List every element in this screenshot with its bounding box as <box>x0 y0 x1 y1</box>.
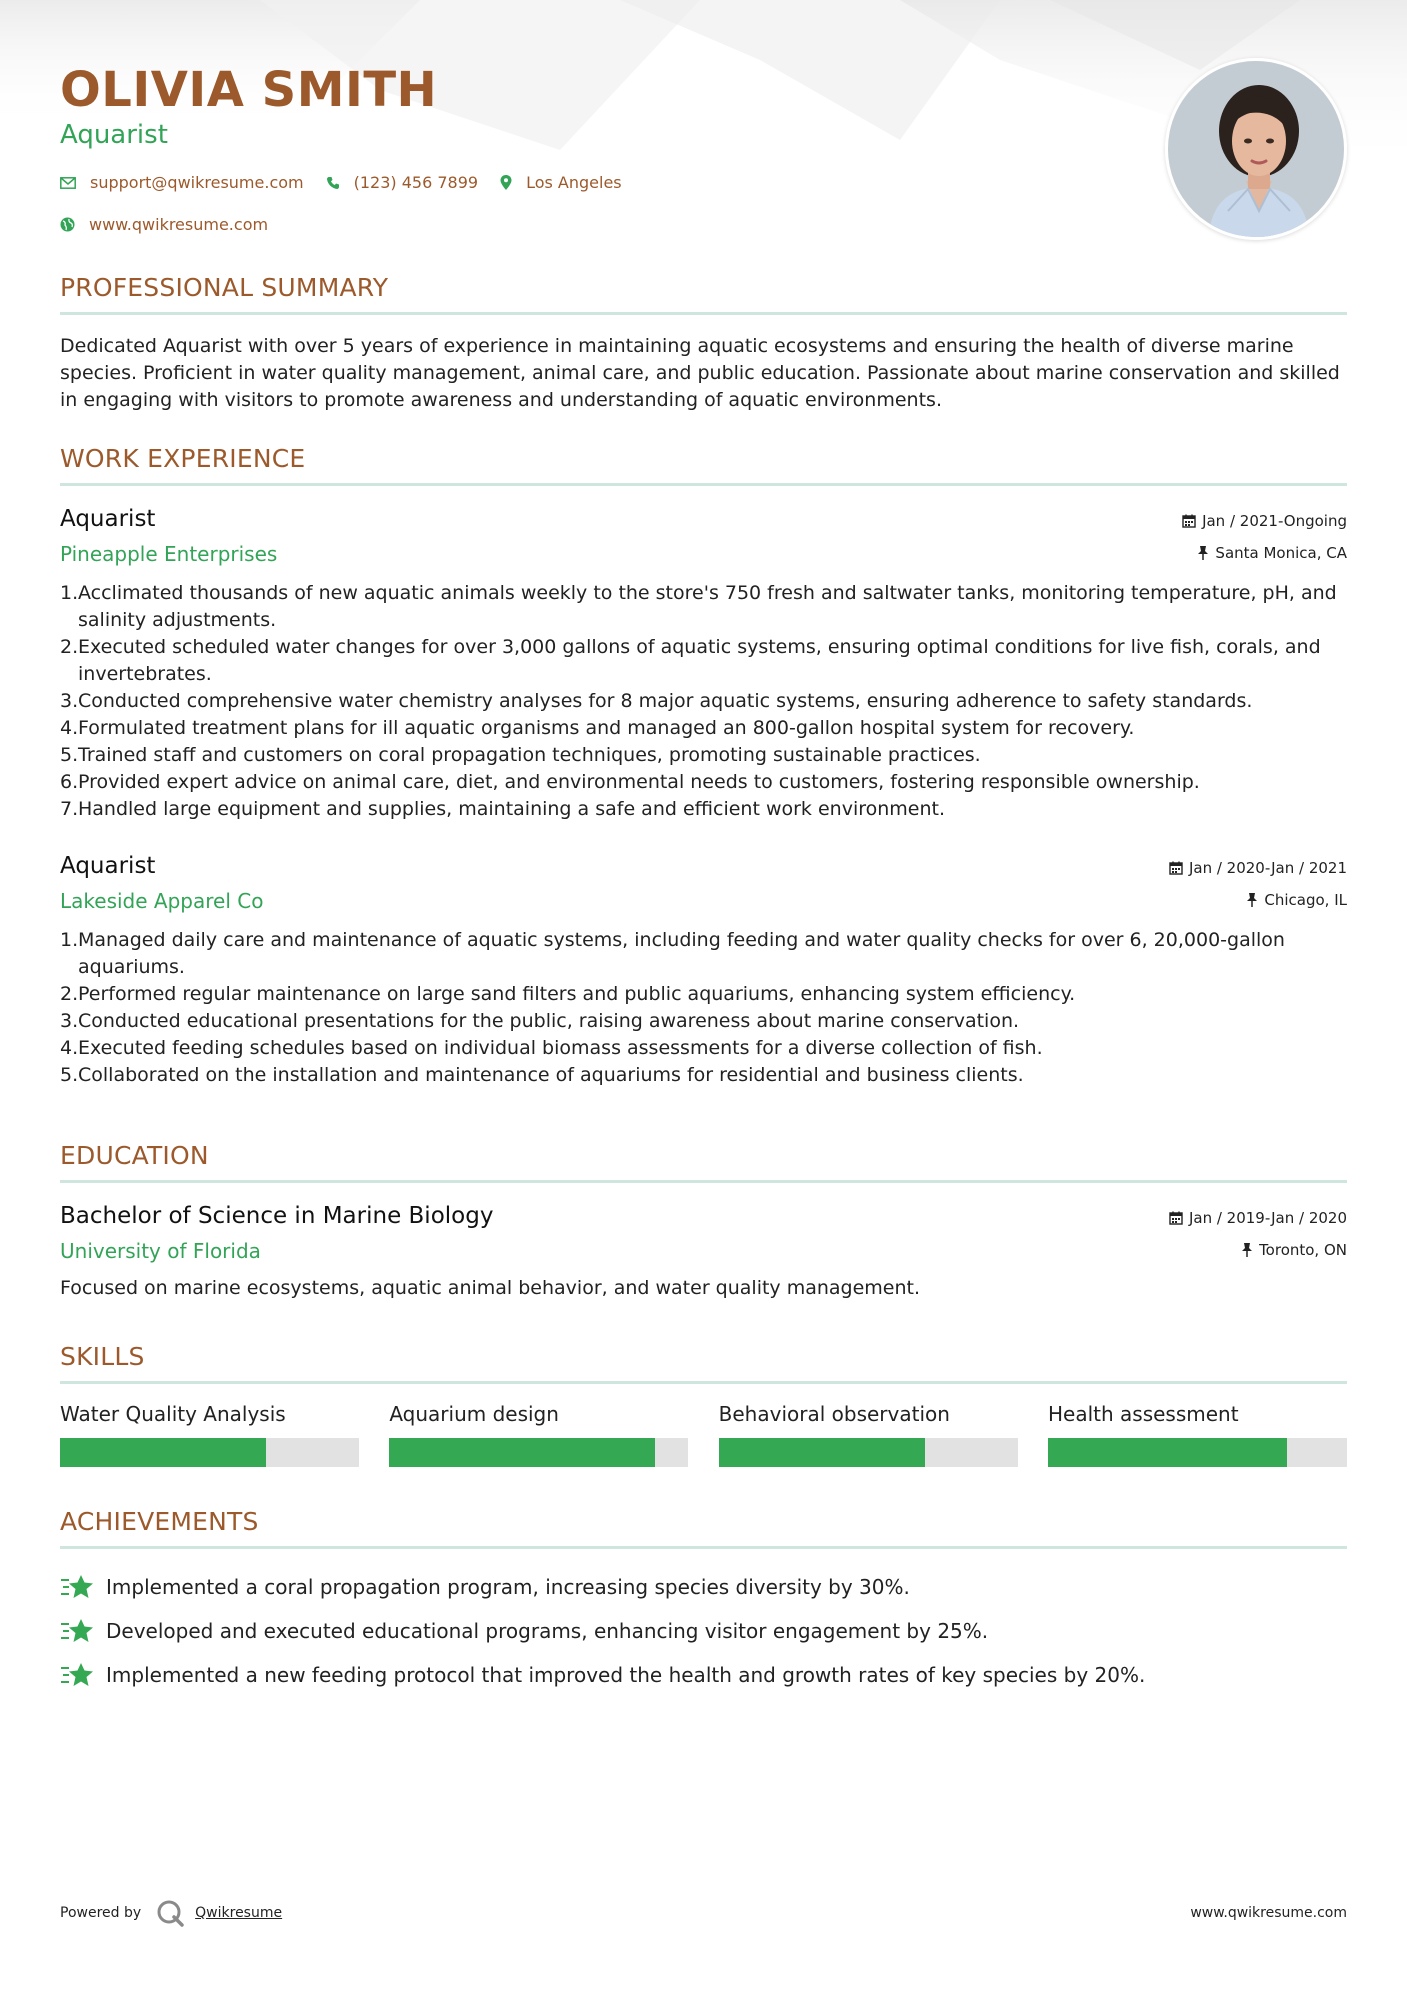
job-entry <box>60 506 1347 823</box>
education-location: Toronto, ON <box>1259 1241 1347 1259</box>
list-item <box>60 1565 1347 1609</box>
job-duties <box>60 927 1347 1089</box>
envelope-icon <box>60 177 76 189</box>
pushpin-icon <box>1241 1243 1253 1257</box>
list-item: Performed regular maintenance on large sand filters and public aquariums, enhancing system efficiency. <box>78 983 1076 1005</box>
job-company: Lakeside Apparel Co <box>60 889 264 913</box>
phone-icon <box>326 176 340 190</box>
phone-text: (123) 456 7899 <box>353 173 479 192</box>
location-text: Los Angeles <box>526 173 622 192</box>
skill-item <box>1048 1402 1347 1467</box>
skill-level-fill <box>1048 1438 1287 1467</box>
list-item: Managed daily care and maintenance of aquatic systems, including feeding and water quality checks for over 6, 20,000-gallon aquariums. <box>78 929 1285 978</box>
school-name: University of Florida <box>60 1239 261 1263</box>
page-footer <box>60 1898 1347 1928</box>
list-item <box>60 1609 1347 1653</box>
job-entry <box>60 853 1347 1089</box>
job-location: Santa Monica, CA <box>1215 544 1347 562</box>
job-location: Chicago, IL <box>1264 891 1347 909</box>
achievement-text: Implemented a coral propagation program, increasing species diversity by 30%. <box>106 1575 910 1599</box>
calendar-icon <box>1182 514 1196 528</box>
candidate-title: Aquarist <box>60 120 168 150</box>
list-item: Trained staff and customers on coral propagation techniques, promoting sustainable practices. <box>78 744 981 766</box>
job-dates: Jan / 2020-Jan / 2021 <box>1188 859 1347 877</box>
contact-row <box>60 173 644 192</box>
skill-name: Aquarium design <box>389 1402 559 1426</box>
skill-level-bar <box>1048 1438 1347 1467</box>
list-item: Executed feeding schedules based on individual biomass assessments for a diverse collection of fish. <box>78 1037 1043 1059</box>
education-description: Focused on marine ecosystems, aquatic animal behavior, and water quality management. <box>60 1277 921 1299</box>
pushpin-icon <box>1246 893 1258 907</box>
skill-name: Behavioral observation <box>718 1402 950 1426</box>
education-heading: EDUCATION <box>60 1141 1347 1183</box>
list-item: Conducted educational presentations for the public, raising awareness about marine conservation. <box>78 1010 1020 1032</box>
skill-level-fill <box>389 1438 655 1467</box>
achievements-section <box>60 1507 1347 1697</box>
globe-icon <box>60 217 75 232</box>
skill-item <box>719 1402 1018 1467</box>
star-award-icon <box>60 1662 94 1688</box>
brand-link[interactable]: Qwikresume <box>195 1905 283 1921</box>
degree-title: Bachelor of Science in Marine Biology <box>60 1203 494 1229</box>
portrait-illustration <box>1168 61 1347 240</box>
skill-level-bar <box>389 1438 688 1467</box>
achievement-text: Implemented a new feeding protocol that improved the health and growth rates of key species by 20%. <box>106 1663 1146 1687</box>
education-entry <box>60 1203 1347 1302</box>
website-row <box>60 215 290 234</box>
skills-list <box>60 1402 1347 1467</box>
list-item: Acclimated thousands of new aquatic animals weekly to the store's 750 fresh and saltwater tanks, monitoring temperature, pH, and salinity adjustments. <box>78 582 1337 631</box>
email-contact[interactable] <box>60 173 304 192</box>
list-item: Provided expert advice on animal care, diet, and environmental needs to customers, fostering responsible ownership. <box>78 771 1200 793</box>
list-item: Executed scheduled water changes for over 3,000 gallons of aquatic systems, ensuring optimal conditions for live fish, corals, and invertebrates. <box>78 636 1321 685</box>
footer-website-link[interactable]: www.qwikresume.com <box>1190 1905 1347 1921</box>
qwikresume-logo-icon <box>155 1898 185 1928</box>
experience-section <box>60 444 1347 1089</box>
experience-heading: WORK EXPERIENCE <box>60 444 1347 486</box>
map-pin-icon <box>500 175 512 190</box>
website-text: www.qwikresume.com <box>89 215 269 234</box>
summary-heading: PROFESSIONAL SUMMARY <box>60 273 1347 315</box>
profile-photo <box>1165 58 1347 240</box>
skill-name: Water Quality Analysis <box>60 1402 286 1426</box>
resume-header <box>60 0 1347 255</box>
skill-level-fill <box>60 1438 266 1467</box>
list-item: Collaborated on the installation and maintenance of aquariums for residential and business clients. <box>78 1064 1024 1086</box>
summary-section <box>60 273 1347 414</box>
list-item <box>60 1653 1347 1697</box>
education-dates: Jan / 2019-Jan / 2020 <box>1188 1209 1347 1227</box>
calendar-icon <box>1169 1211 1183 1225</box>
education-section <box>60 1141 1347 1302</box>
phone-contact[interactable] <box>326 173 478 192</box>
candidate-name: OLIVIA SMITH <box>60 62 438 118</box>
powered-by-label: Powered by <box>60 1905 142 1921</box>
star-award-icon <box>60 1574 94 1600</box>
job-role: Aquarist <box>60 853 156 879</box>
location-contact <box>500 173 622 192</box>
job-duties <box>60 580 1347 823</box>
email-text: support@qwikresume.com <box>90 173 304 192</box>
list-item: Conducted comprehensive water chemistry analyses for 8 major aquatic systems, ensuring adherence to safety standards. <box>78 690 1253 712</box>
job-dates: Jan / 2021-Ongoing <box>1202 512 1347 530</box>
summary-text: Dedicated Aquarist with over 5 years of experience in maintaining aquatic ecosystems and ensuring the health of diverse marine species. Proficient in water quality management, animal care, and public education. Passionate about marine conservation and skilled in engaging with visitors to promote awareness and understanding of aquatic environments. <box>60 335 1340 411</box>
website-contact[interactable] <box>60 215 268 234</box>
job-company: Pineapple Enterprises <box>60 542 278 566</box>
skill-level-bar <box>60 1438 359 1467</box>
achievements-list <box>60 1565 1347 1697</box>
powered-by <box>60 1898 282 1928</box>
list-item: Formulated treatment plans for ill aquatic organisms and managed an 800-gallon hospital system for recovery. <box>78 717 1135 739</box>
skills-heading: SKILLS <box>60 1342 1347 1384</box>
star-award-icon <box>60 1618 94 1644</box>
calendar-icon <box>1169 861 1183 875</box>
skill-name: Health assessment <box>1047 1402 1239 1426</box>
pushpin-icon <box>1197 546 1209 560</box>
skill-level-bar <box>719 1438 1018 1467</box>
achievement-text: Developed and executed educational programs, enhancing visitor engagement by 25%. <box>106 1619 989 1643</box>
list-item: Handled large equipment and supplies, maintaining a safe and efficient work environment. <box>78 798 946 820</box>
skill-item <box>60 1402 359 1467</box>
skill-item <box>389 1402 688 1467</box>
skills-section <box>60 1342 1347 1467</box>
skill-level-fill <box>719 1438 925 1467</box>
achievements-heading: ACHIEVEMENTS <box>60 1507 1347 1549</box>
job-role: Aquarist <box>60 506 156 532</box>
